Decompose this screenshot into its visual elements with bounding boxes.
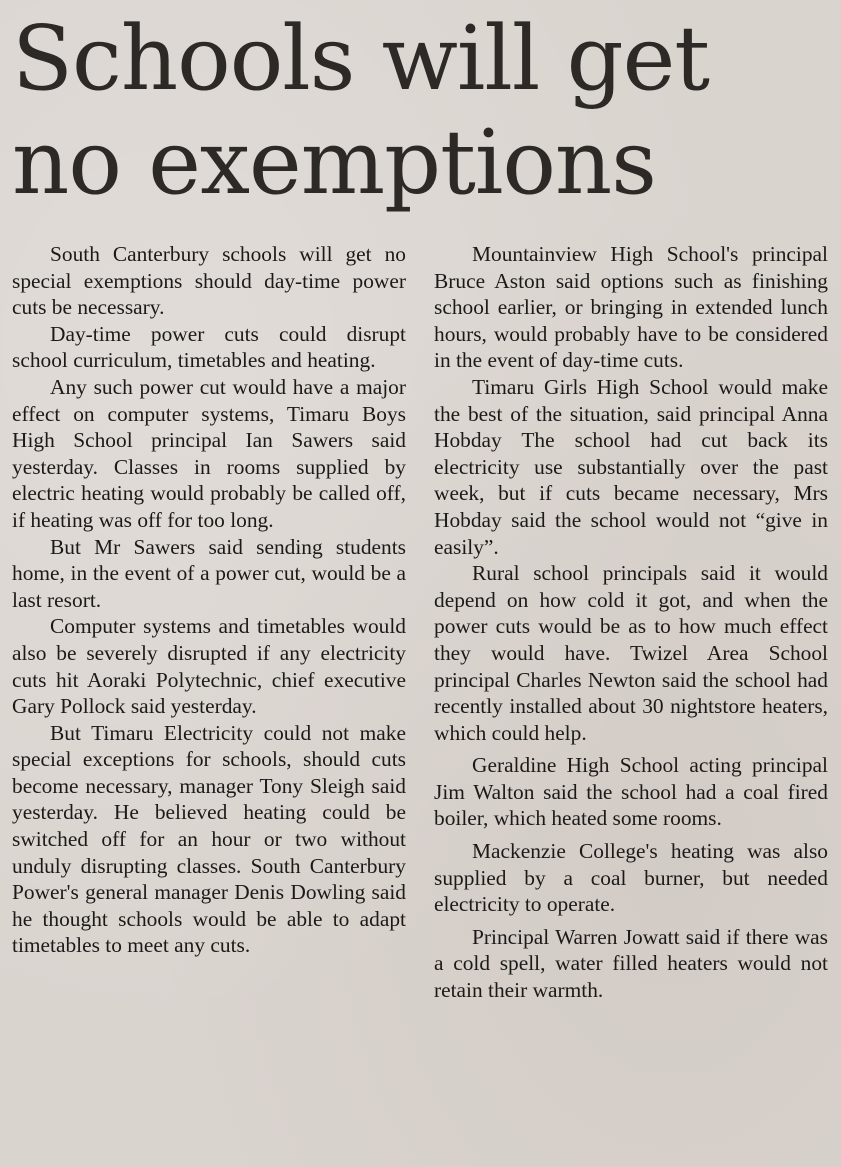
paragraph: Day-time power cuts could disrupt school curriculum, timetables and heating. [12, 321, 406, 373]
paragraph: But Timaru Electricity could not make special exceptions for schools, should cuts become necessary, manager Tony Sleigh said yesterday. He believed heating could be switched off for an hour or two without unduly disrupting classes. South Canterbury Power's general manager Denis Dowling said he thought schools would be able to adapt timetables to meet any cuts. [12, 720, 406, 958]
right-column [434, 241, 828, 1004]
paragraph: Mackenzie College's heating was also supplied by a coal burner, but needed electricity to operate. [434, 839, 828, 917]
paragraph: But Mr Sawers said sending students home, in the event of a power cut, would be a last resort. [12, 534, 406, 612]
article-body [12, 241, 828, 1161]
paragraph: Rural school principals said it would depend on how cold it got, and when the power cuts would be as to how much effect they would have. Twizel Area School principal Charles Newton said the school had recently installed about 30 nightstore heaters, which could help. [434, 561, 828, 745]
headline [12, 6, 832, 214]
paragraph: Any such power cut would have a major effect on computer systems, Timaru Boys High School principal Ian Sawers said yesterday. Classes in rooms supplied by electric heating would probably be called off, if heating was off for too long. [12, 374, 406, 532]
paragraph: Computer systems and timetables would also be severely disrupted if any electricity cuts hit Aoraki Polytechnic, chief executive Gary Pollock said yesterday. [12, 614, 406, 719]
paragraph: South Canterbury schools will get no special exemptions should day-time power cuts be necessary. [12, 242, 406, 320]
paragraph: Timaru Girls High School would make the best of the situation, said principal Anna Hobday The school had cut back its electricity use substantially over the past week, but if cuts became necessary, Mrs Hobday said the school would not “give in easily”. [434, 374, 828, 559]
headline-line-1: Schools will get [12, 6, 709, 110]
paragraph: Geraldine High School acting principal Jim Walton said the school had a coal fired boiler, which heated some rooms. [434, 753, 828, 831]
paragraph: Principal Warren Jowatt said if there was a cold spell, water filled heaters would not retain their warmth. [434, 924, 828, 1003]
left-column [12, 241, 406, 959]
paragraph: Mountainview High School's principal Bruce Aston said options such as finishing school earlier, or bringing in extended lunch hours, would probably have to be considered in the event of day-time cuts. [434, 242, 828, 373]
headline-line-2: no exemptions [12, 110, 656, 214]
